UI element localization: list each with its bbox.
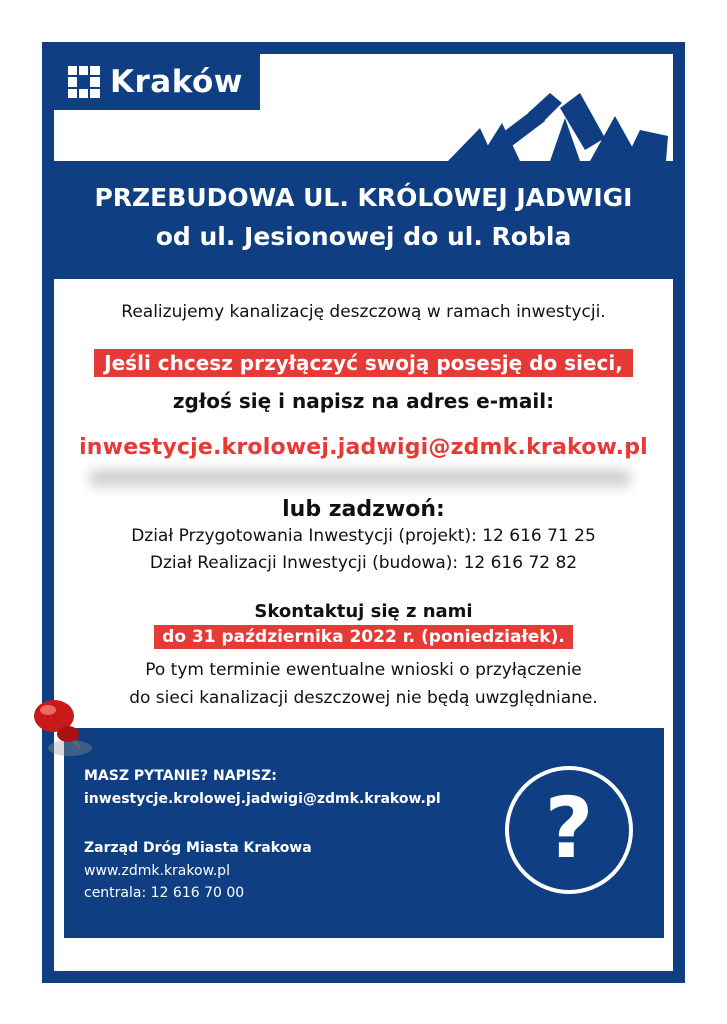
email-cta: zgłoś się i napisz na adres e-mail:	[172, 389, 555, 413]
intro-text: Realizujemy kanalizację deszczową w ramach inwestycji.	[121, 302, 606, 322]
footer-email[interactable]: inwestycje.krolowej.jadwigi@zdmk.krakow.pl	[84, 791, 441, 807]
title-band	[54, 161, 673, 279]
question-label: MASZ PYTANIE? NAPISZ:	[84, 768, 277, 784]
deadline-text	[54, 627, 673, 647]
contact-email[interactable]: inwestycje.krolowej.jadwigi@zdmk.krakow.pl	[79, 435, 648, 460]
highlight-text	[54, 351, 673, 375]
notice-line-1: Po tym terminie ewentualne wnioski o przyłączenie	[145, 660, 582, 680]
krakow-logo	[54, 54, 260, 110]
blurred-text	[90, 470, 630, 486]
krakow-logo-icon	[68, 66, 100, 98]
dept-construction-phone: Dział Realizacji Inwestycji (budowa): 12 616 72 82	[149, 553, 578, 573]
pushpin-icon	[18, 690, 108, 770]
rooftops-decoration	[440, 88, 674, 162]
page-title: PRZEBUDOWA UL. KRÓLOWEJ JADWIGI	[94, 183, 633, 212]
page-subtitle: od ul. Jesionowej do ul. Robla	[155, 222, 572, 251]
logo-text: Kraków	[110, 64, 243, 100]
deadline-label: do 31 października 2022 r. (poniedziałek).	[154, 625, 573, 649]
question-icon	[504, 765, 634, 895]
dept-planning-phone: Dział Przygotowania Inwestycji (projekt): 12 616 71 25	[131, 526, 596, 546]
central-phone: centrala: 12 616 70 00	[84, 885, 245, 901]
notice-line-2: do sieci kanalizacji deszczowej nie będą uwzględniane.	[129, 688, 598, 708]
call-label: lub zadzwoń:	[282, 497, 445, 522]
org-name: Zarząd Dróg Miasta Krakowa	[84, 840, 312, 856]
website-link[interactable]: www.zdmk.krakow.pl	[84, 863, 230, 879]
svg-text:?: ?	[544, 779, 594, 877]
highlight-label: Jeśli chcesz przyłączyć swoją posesję do sieci,	[94, 349, 633, 377]
contact-label: Skontaktuj się z nami	[254, 601, 473, 622]
